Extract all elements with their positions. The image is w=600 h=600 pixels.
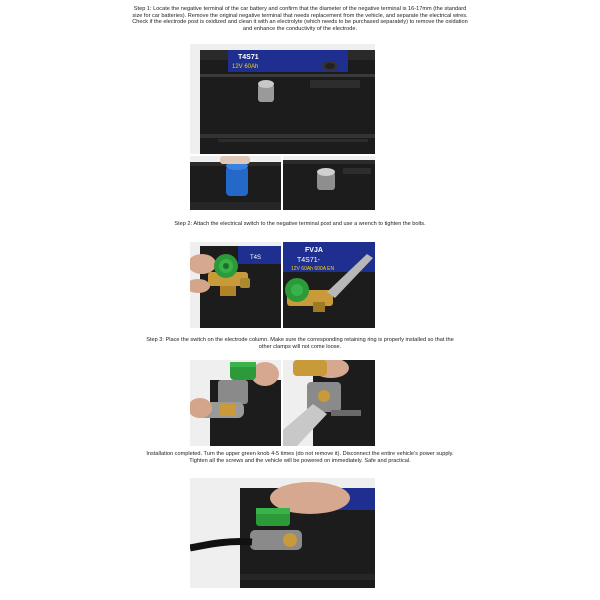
step2-caption: Step 2: Attach the electrical switch to the negative terminal post and use a wrench to tighten the bolts. bbox=[174, 221, 426, 227]
step2-left-label: T4S bbox=[250, 255, 262, 261]
step1-post-photo bbox=[283, 156, 375, 210]
final-photo bbox=[190, 478, 375, 588]
step3-right-photo bbox=[283, 360, 375, 446]
step1-main-photo bbox=[190, 44, 375, 154]
step2-right-spec: 12V 60Ah 600A EN bbox=[291, 266, 335, 272]
step2-right-model: T4S71- bbox=[297, 257, 320, 264]
step1-label-model: T4S71 bbox=[238, 54, 259, 61]
step1-caption: Step 1: Locate the negative terminal of the car battery and confirm that the diameter of the negative terminal is 16-17mm (the standard size for car batteries). Remove the original negative terminal that needs replacement from the vehicle, and separate the electrical wires. Check if the electrode post is oxidized and clean it with an electrolyte (which needs to be purchased separately) to remove the oxidation and enhance the conductivity of the electrode. bbox=[132, 6, 468, 32]
step3-left-photo bbox=[190, 360, 281, 446]
step2-right-brand: FVJA bbox=[305, 247, 323, 254]
step1-label-spec: 12V 60Ah bbox=[232, 64, 259, 70]
final-caption: Installation completed. Turn the upper green knob 4-5 times (do not remove it). Disconnect the entire vehicle's power supply. Tighten all the screws and the vehicle will be powered on immediately. Safe and practical. bbox=[146, 451, 454, 464]
step1-blue-cap-photo bbox=[190, 156, 281, 210]
step2-right-photo bbox=[283, 242, 375, 328]
step2-left-photo bbox=[190, 242, 281, 328]
step3-caption: Step 3: Place the switch on the electrode column. Make sure the corresponding retaining ring is properly installed so that the other clamps will not come loose. bbox=[146, 337, 454, 350]
